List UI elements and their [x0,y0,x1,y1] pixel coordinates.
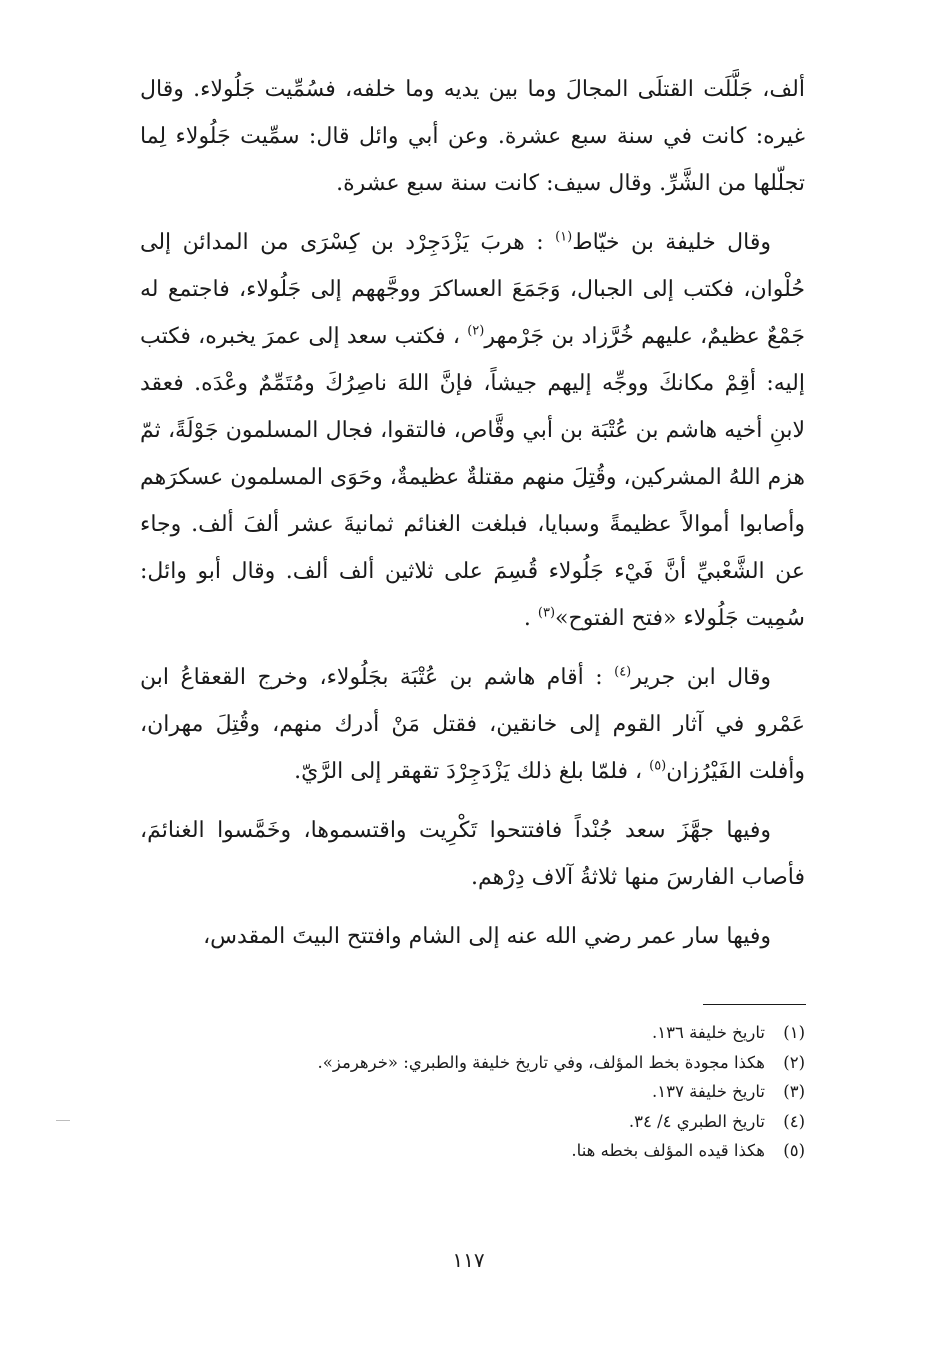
footnote-ref-5[interactable]: (٥) [649,758,667,774]
footnote-5 [140,1136,805,1166]
footnote-text: هكذا قيده المؤلف بخطه هنا. [571,1141,765,1160]
footnote-text: تاريخ خليفة ١٣٦. [652,1023,765,1042]
footnote-number: (٤) [783,1111,805,1131]
paragraph-3 [140,654,805,795]
footnote-2 [140,1048,805,1078]
footnote-4 [140,1107,805,1137]
paragraph-text: : أقام هاشم بن عُتْبَة بجَلُولاء، وخرج القعقاعُ ابن عَمْرو في آثار القوم إلى خانقين، فقتل مَنْ أدرك منهم، وقُتِلَ مهران، وأفلت الفَيْرُزان [140,665,805,784]
footnote-ref-4[interactable]: (٤) [614,664,632,680]
paragraph-text: وفيها سار عمر رضي الله عنه إلى الشام وافتتح البيتَ المقدس، [203,924,771,949]
paragraph-4 [140,807,805,901]
footnote-text: تاريخ الطبري ٤/ ٣٤. [628,1111,765,1131]
paragraph-text: ، فلمّا بلغ ذلك يَزْدَجِرْدَ تقهقر إلى الرَّيّ. [294,759,650,784]
paragraph-text: . [523,606,538,631]
footnote-number: (٥) [783,1141,805,1160]
paragraph-text: ألف، جَلَّلَت القتلَى المجالَ وما بين يديه وما خلفه، فسُمِّيت جَلُولاء. وقال غيره: كانت في سنة سبع عشرة. وعن أبي وائل قال: سمِّيت جَلُولاء لِما تجلّلها من الشَّرِّ. وقال سيف: كانت سنة سبع عشرة. [140,77,805,196]
footnote-3 [140,1077,805,1107]
paragraph-5 [140,913,805,960]
paragraph-2 [140,219,805,642]
footnote-number: (١) [783,1023,805,1042]
footnote-1 [140,1018,805,1048]
paragraph-1 [140,66,805,207]
footnotes [140,1018,805,1166]
footnote-number: (٣) [783,1082,805,1101]
paragraph-text: ، فكتب سعد إلى عمرَ يخبره، فكتب إليه: أقِمْ مكانكَ ووجِّه إليهم جيشاً، فإنَّ اللهَ ناصِرُكَ ومُتَمِّمٌ وعْدَه. فعقد لابنِ أخيه هاشم بن عُتْبَة بن أبي وقَّاص، فالتقوا، فجال المسلمون جَوْلَةً، ثمّ هزم اللهُ المشركين، وقُتِلَ منهم مقتلةٌ عظيمةٌ، وحَوَى المسلمون عسكرَهم وأصابوا أموالاً عظيمةً وسبايا، فبلغت الغنائم ثمانيةَ عشر ألفَ ألف. وجاء عن الشَّعْبيِّ أنَّ فَيْء جَلُولاء قُسِمَ على ثلاثين ألف ألف. وقال أبو وائل: سُمِيت جَلُولاء «فتح الفتوح» [140,324,805,631]
footnote-number: (٢) [783,1052,805,1072]
footnote-text: هكذا مجودة بخط المؤلف، وفي تاريخ خليفة والطبري: «خرهرمز». [317,1052,765,1072]
footnote-ref-3[interactable]: (٣) [537,605,556,621]
footnote-text: تاريخ خليفة ١٣٧. [652,1082,765,1101]
main-text [140,66,805,972]
footnote-separator [703,1004,806,1005]
paragraph-text: وفيها جهَّزَ سعد جُنْداً فافتتحوا تَكْرِيت واقتسموها، وخَمَّسوا الغنائمَ، فأصاب الفارسَ منها ثلاثةُ آلاف دِرْهم. [140,818,805,890]
paragraph-text: وقال خليفة بن خيّاط [572,230,771,255]
paragraph-text: : هربَ يَزْدَجِرْد بن كِسْرَى من المدائن إلى حُلْوان، فكتب إلى الجبال، وَجَمَعَ العساكرَ ووجَّههم إلى جَلُولاء، فاجتمع له جَمْعٌ عظيمٌ، عليهم خُرَّزاد بن جَرْمهر [140,230,806,349]
footnote-ref-1[interactable]: (١) [555,229,573,245]
footnote-ref-2[interactable]: (٢) [467,323,485,339]
margin-mark [56,1120,70,1121]
paragraph-text: وقال ابن جرير [631,665,772,690]
page-number: ١١٧ [452,1248,485,1272]
